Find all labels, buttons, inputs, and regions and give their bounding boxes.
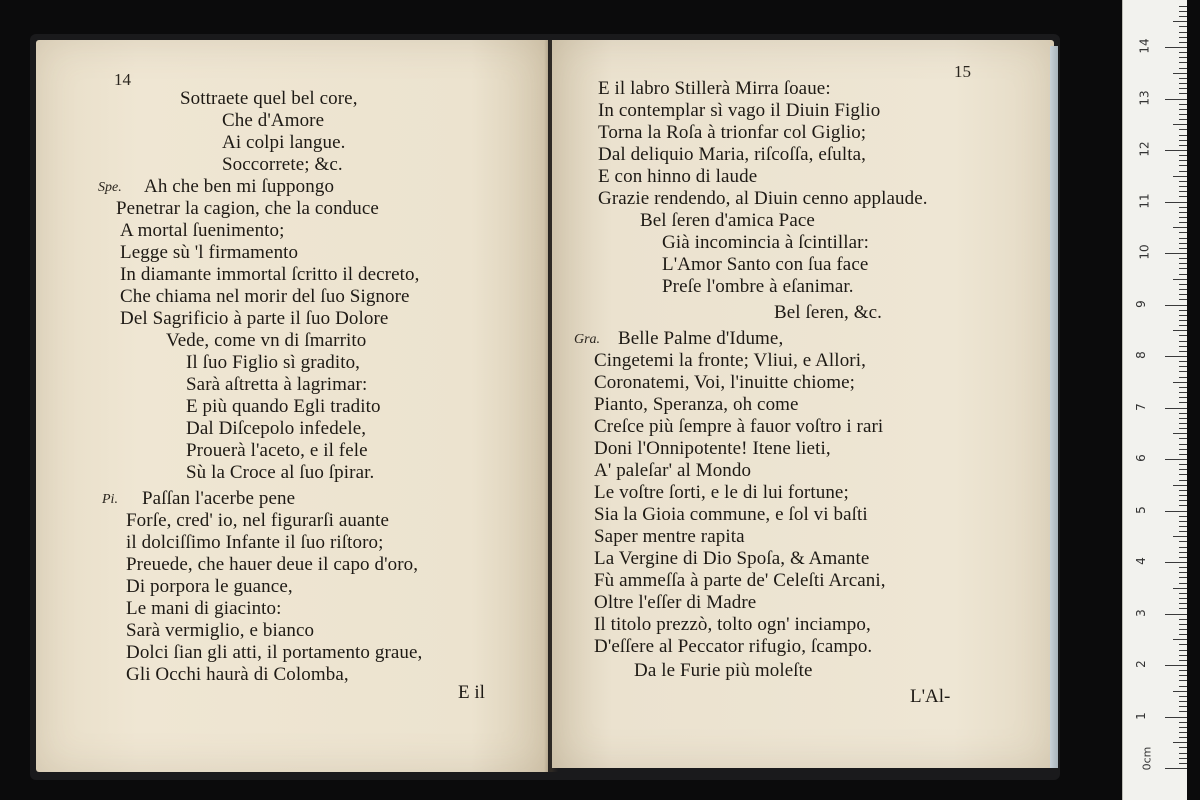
text-line: A mortal ſuenimento; xyxy=(120,220,285,241)
ruler-tick xyxy=(1179,274,1187,275)
speaker-label: Gra. xyxy=(574,332,601,347)
ruler-tick xyxy=(1179,397,1187,398)
ruler-tick xyxy=(1179,608,1187,609)
text-line: La Vergine di Dio Spoſa, & Amante xyxy=(594,548,870,569)
ruler-tick xyxy=(1165,665,1187,666)
ruler-tick xyxy=(1179,464,1187,465)
ruler-tick xyxy=(1179,341,1187,342)
text-line: Dolci ſian gli atti, il portamento graue, xyxy=(126,642,423,663)
text-line: Doni l'Onnipotente! Itene lieti, xyxy=(594,438,831,459)
text-line: Che chiama nel morir del ſuo Signore xyxy=(120,286,410,307)
ruler-tick xyxy=(1179,181,1187,182)
ruler-tick xyxy=(1173,588,1187,589)
measuring-ruler xyxy=(1122,0,1187,800)
ruler-tick xyxy=(1165,253,1187,254)
ruler-tick xyxy=(1179,140,1187,141)
ruler-tick xyxy=(1179,603,1187,604)
text-line: Forſe, cred' io, nel figurarſi auante xyxy=(126,510,389,531)
text-line: In diamante immortal ſcritto il decreto, xyxy=(120,264,420,285)
text-line: Legge sù 'l firmamento xyxy=(120,242,299,263)
ruler-tick xyxy=(1179,418,1187,419)
right-page xyxy=(552,40,1054,768)
ruler-tick xyxy=(1173,176,1187,177)
text-line: Dal deliquio Maria, riſcoſſa, eſulta, xyxy=(598,144,867,165)
ruler-tick xyxy=(1165,408,1187,409)
ruler-tick xyxy=(1179,680,1187,681)
ruler-tick xyxy=(1179,655,1187,656)
ruler-tick xyxy=(1179,232,1187,233)
ruler-tick xyxy=(1179,428,1187,429)
ruler-tick xyxy=(1173,536,1187,537)
text-line: E più quando Egli tradito xyxy=(186,396,381,417)
ruler-tick xyxy=(1179,325,1187,326)
ruler-tick xyxy=(1179,758,1187,759)
ruler-tick xyxy=(1179,42,1187,43)
ruler-tick xyxy=(1179,598,1187,599)
ruler-tick xyxy=(1179,722,1187,723)
ruler-tick xyxy=(1179,207,1187,208)
ruler-number: 13 xyxy=(1137,89,1152,106)
ruler-number: 2 xyxy=(1133,660,1148,668)
text-line: Sù la Croce al ſuo ſpirar. xyxy=(186,462,375,483)
ruler-tick xyxy=(1179,129,1187,130)
text-line: Sottraete quel bel core, xyxy=(180,88,358,109)
ruler-tick xyxy=(1179,753,1187,754)
text-line: Belle Palme d'Idume, xyxy=(618,328,784,349)
ruler-tick xyxy=(1179,593,1187,594)
text-line: Creſce più ſempre à fauor voſtro i rari xyxy=(594,416,884,437)
ruler-tick xyxy=(1179,32,1187,33)
text-line: Ah che ben mi ſuppongo xyxy=(144,176,335,197)
ruler-tick xyxy=(1179,289,1187,290)
text-line: Il ſuo Figlio sì gradito, xyxy=(186,352,361,373)
ruler-tick xyxy=(1179,243,1187,244)
text-line: Soccorrete; &c. xyxy=(222,154,343,175)
text-line: Cingetemi la fronte; Vliui, e Allori, xyxy=(594,350,866,371)
ruler-tick xyxy=(1179,541,1187,542)
text-line: In contemplar sì vago il Diuin Figlio xyxy=(598,100,881,121)
ruler-tick xyxy=(1179,135,1187,136)
ruler-tick xyxy=(1179,212,1187,213)
ruler-number: 11 xyxy=(1137,192,1152,209)
ruler-tick xyxy=(1179,634,1187,635)
text-line: Gli Occhi haurà di Colomba, xyxy=(126,664,349,685)
ruler-tick xyxy=(1179,26,1187,27)
ruler-tick xyxy=(1179,155,1187,156)
ruler-number: 10 xyxy=(1137,244,1152,260)
text-line: Preuede, che hauer deue il capo d'oro, xyxy=(126,554,419,575)
ruler-tick xyxy=(1179,500,1187,501)
ruler-tick xyxy=(1179,320,1187,321)
ruler-number: 12 xyxy=(1137,141,1152,157)
text-line: Paſſan l'acerbe pene xyxy=(142,488,296,509)
ruler-tick xyxy=(1179,732,1187,733)
ruler-number: 1 xyxy=(1133,711,1148,720)
text-line: Sarà vermiglio, e bianco xyxy=(126,620,315,641)
ruler-tick xyxy=(1179,88,1187,89)
text-line: Fù ammeſſa à parte de' Celeſti Arcani, xyxy=(594,570,886,591)
ruler-tick xyxy=(1179,701,1187,702)
ruler-number: 3 xyxy=(1133,608,1148,617)
ruler-tick xyxy=(1179,222,1187,223)
ruler-tick xyxy=(1179,371,1187,372)
ruler-tick xyxy=(1179,670,1187,671)
ruler-tick xyxy=(1179,83,1187,84)
ruler-tick xyxy=(1173,433,1187,434)
ruler-tick xyxy=(1179,474,1187,475)
ruler-tick xyxy=(1173,73,1187,74)
ruler-tick xyxy=(1179,577,1187,578)
ruler-tick xyxy=(1179,284,1187,285)
ruler-tick xyxy=(1179,650,1187,651)
ruler-tick xyxy=(1179,423,1187,424)
text-line: Ai colpi langue. xyxy=(222,132,346,153)
page-edge xyxy=(1050,46,1058,768)
ruler-tick xyxy=(1179,737,1187,738)
text-line: Di porpora le guance, xyxy=(126,576,293,597)
text-line: Penetrar la cagion, che la conduce xyxy=(116,198,379,219)
ruler-tick xyxy=(1165,47,1187,48)
ruler-tick xyxy=(1179,377,1187,378)
ruler-tick xyxy=(1165,614,1187,615)
ruler-tick xyxy=(1179,93,1187,94)
ruler-tick xyxy=(1165,717,1187,718)
ruler-tick xyxy=(1179,37,1187,38)
ruler-tick xyxy=(1179,315,1187,316)
text-line: Sia la Gioia commune, e ſol vi baſti xyxy=(594,504,868,525)
ruler-tick xyxy=(1179,711,1187,712)
ruler-tick xyxy=(1179,526,1187,527)
text-line: Da le Furie più moleſte xyxy=(634,660,813,681)
ruler-number: 5 xyxy=(1133,505,1148,514)
ruler-tick xyxy=(1179,644,1187,645)
ruler-tick xyxy=(1165,202,1187,203)
text-line: Preſe l'ombre à eſanimar. xyxy=(662,276,854,297)
text-line: Torna la Roſa à trionfar col Giglio; xyxy=(598,122,867,143)
ruler-tick xyxy=(1173,691,1187,692)
ruler-tick xyxy=(1179,495,1187,496)
ruler-tick xyxy=(1179,505,1187,506)
ruler-tick xyxy=(1179,109,1187,110)
ruler-tick xyxy=(1165,99,1187,100)
catchword: L'Al- xyxy=(910,686,951,707)
ruler-tick xyxy=(1179,145,1187,146)
ruler-tick xyxy=(1179,438,1187,439)
ruler-tick xyxy=(1179,171,1187,172)
text-line: Le voſtre ſorti, e le di lui fortune; xyxy=(594,482,849,503)
ruler-tick xyxy=(1179,552,1187,553)
page-number: 14 xyxy=(114,70,131,89)
ruler-tick xyxy=(1165,305,1187,306)
ruler-tick xyxy=(1179,16,1187,17)
ruler-tick xyxy=(1179,160,1187,161)
text-line: Sarà aſtretta à lagrimar: xyxy=(186,374,368,395)
ruler-tick xyxy=(1165,768,1187,769)
ruler-tick xyxy=(1165,150,1187,151)
ruler-tick xyxy=(1179,165,1187,166)
ruler-tick xyxy=(1179,413,1187,414)
ruler-tick xyxy=(1179,480,1187,481)
ruler-tick xyxy=(1179,11,1187,12)
ruler-tick xyxy=(1179,686,1187,687)
ruler-tick xyxy=(1179,6,1187,7)
ruler-tick xyxy=(1179,366,1187,367)
ruler-number: 8 xyxy=(1133,351,1148,359)
ruler-tick xyxy=(1173,330,1187,331)
ruler-tick xyxy=(1179,696,1187,697)
ruler-tick xyxy=(1179,196,1187,197)
ruler-tick xyxy=(1179,516,1187,517)
ruler-tick xyxy=(1179,763,1187,764)
ruler-tick xyxy=(1179,402,1187,403)
text-line: Saper mentre rapita xyxy=(594,526,745,547)
ruler-tick xyxy=(1179,119,1187,120)
text-line: Coronatemi, Voi, l'inuitte chiome; xyxy=(594,372,856,393)
left-page xyxy=(36,40,548,772)
ruler-tick xyxy=(1173,227,1187,228)
text-line: Dal Diſcepolo infedele, xyxy=(186,418,367,439)
ruler-tick xyxy=(1179,727,1187,728)
catchword: E il xyxy=(458,682,485,703)
text-line: Pianto, Speranza, oh come xyxy=(594,394,799,415)
ruler-tick xyxy=(1179,78,1187,79)
ruler-tick xyxy=(1173,382,1187,383)
ruler-tick xyxy=(1165,511,1187,512)
ruler-tick xyxy=(1179,392,1187,393)
ruler-tick xyxy=(1179,57,1187,58)
ruler-tick xyxy=(1179,624,1187,625)
ruler-tick xyxy=(1179,387,1187,388)
text-line: Vede, come vn di ſmarrito xyxy=(166,330,367,351)
text-line: Le mani di giacinto: xyxy=(126,598,282,619)
ruler-tick xyxy=(1179,268,1187,269)
ruler-tick xyxy=(1179,114,1187,115)
text-line: Oltre l'eſſer di Madre xyxy=(594,592,757,613)
text-line: Già incomincia à ſcintillar: xyxy=(662,232,869,253)
ruler-tick xyxy=(1179,547,1187,548)
ruler-tick xyxy=(1179,351,1187,352)
text-line: E il labro Stillerà Mirra ſoaue: xyxy=(598,78,831,99)
ruler-tick xyxy=(1179,248,1187,249)
ruler-tick xyxy=(1179,521,1187,522)
page-number: 15 xyxy=(954,62,971,81)
ruler-tick xyxy=(1179,572,1187,573)
ruler-tick xyxy=(1173,21,1187,22)
text-line: A' paleſar' al Mondo xyxy=(594,460,752,481)
text-line: Bel ſeren, &c. xyxy=(774,302,882,323)
ruler-tick xyxy=(1179,258,1187,259)
text-line: Il titolo prezzò, tolto ogn' inciampo, xyxy=(594,614,871,635)
ruler-tick xyxy=(1173,742,1187,743)
ruler-unit: 0cm xyxy=(1140,746,1154,771)
ruler-number: 6 xyxy=(1133,454,1148,462)
ruler-tick xyxy=(1179,52,1187,53)
text-line: il dolciſſimo Infante il ſuo riſtoro; xyxy=(126,532,384,553)
ruler-tick xyxy=(1173,279,1187,280)
ruler-tick xyxy=(1179,346,1187,347)
ruler-tick xyxy=(1179,238,1187,239)
ruler-number: 9 xyxy=(1133,299,1148,308)
ruler-tick xyxy=(1179,706,1187,707)
text-line: Che d'Amore xyxy=(222,110,325,131)
ruler-tick xyxy=(1179,191,1187,192)
ruler-tick xyxy=(1179,263,1187,264)
ruler-tick xyxy=(1173,485,1187,486)
ruler-tick xyxy=(1165,356,1187,357)
ruler-tick xyxy=(1179,104,1187,105)
ruler-tick xyxy=(1179,335,1187,336)
ruler-tick xyxy=(1179,186,1187,187)
text-line: E con hinno di laude xyxy=(598,166,758,187)
ruler-tick xyxy=(1165,459,1187,460)
text-line: Bel ſeren d'amica Pace xyxy=(640,210,815,231)
text-line: Prouerà l'aceto, e il fele xyxy=(186,440,368,461)
ruler-number: 4 xyxy=(1133,557,1148,565)
ruler-tick xyxy=(1179,629,1187,630)
ruler-tick xyxy=(1179,660,1187,661)
ruler-tick xyxy=(1179,449,1187,450)
ruler-tick xyxy=(1179,583,1187,584)
ruler-tick xyxy=(1173,124,1187,125)
ruler-tick xyxy=(1173,639,1187,640)
ruler-tick xyxy=(1179,557,1187,558)
speaker-label: Pi. xyxy=(102,492,118,507)
ruler-number: 14 xyxy=(1137,38,1152,54)
ruler-tick xyxy=(1179,217,1187,218)
ruler-tick xyxy=(1179,675,1187,676)
ruler-tick xyxy=(1179,62,1187,63)
text-line: Grazie rendendo, al Diuin cenno applaude. xyxy=(598,188,928,209)
ruler-tick xyxy=(1179,68,1187,69)
ruler-tick xyxy=(1179,294,1187,295)
ruler-tick xyxy=(1165,562,1187,563)
ruler-tick xyxy=(1179,299,1187,300)
ruler-tick xyxy=(1179,454,1187,455)
ruler-tick xyxy=(1179,531,1187,532)
ruler-tick xyxy=(1179,490,1187,491)
ruler-tick xyxy=(1179,567,1187,568)
speaker-label: Spe. xyxy=(98,180,122,195)
ruler-tick xyxy=(1179,310,1187,311)
ruler-tick xyxy=(1179,619,1187,620)
ruler-tick xyxy=(1179,469,1187,470)
ruler-tick xyxy=(1179,361,1187,362)
ruler-tick xyxy=(1179,747,1187,748)
text-line: D'eſſere al Peccator rifugio, ſcampo. xyxy=(594,636,873,657)
text-line: Del Sagrificio à parte il ſuo Dolore xyxy=(120,308,389,329)
text-line: L'Amor Santo con ſua face xyxy=(662,254,869,275)
ruler-tick xyxy=(1179,444,1187,445)
ruler-number: 7 xyxy=(1133,402,1148,411)
